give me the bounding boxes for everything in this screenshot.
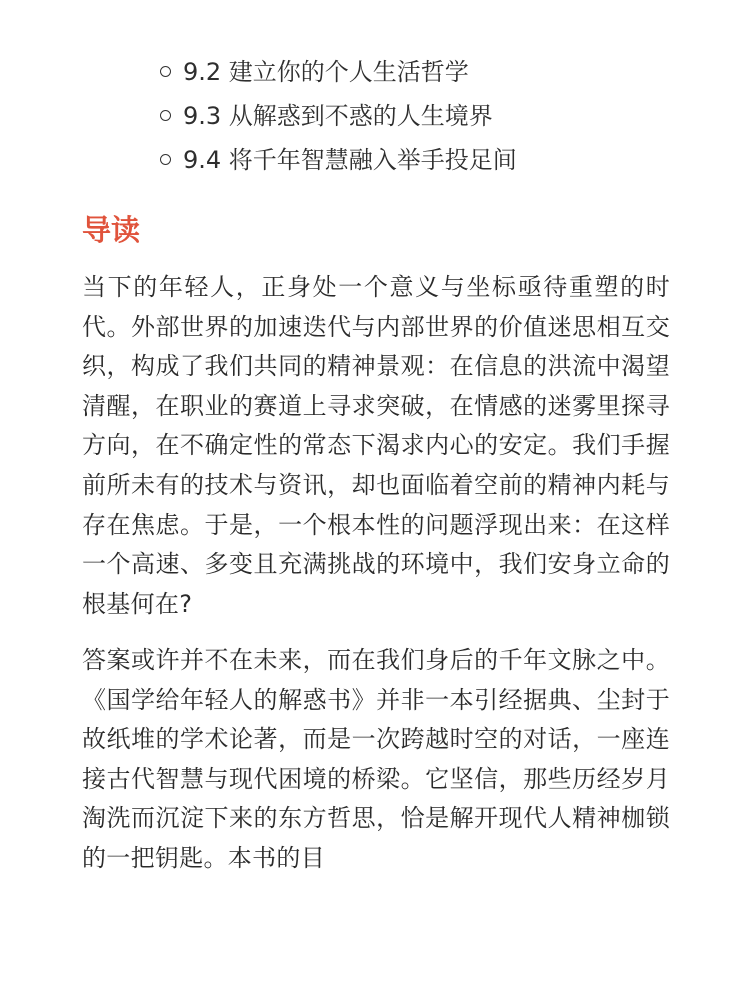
section-heading: 导读 bbox=[82, 213, 141, 247]
toc-item-label: 9.2 建立你的个人生活哲学 bbox=[183, 58, 469, 86]
circle-bullet-icon bbox=[160, 154, 171, 165]
body-paragraph: 当下的年轻人，正身处一个意义与坐标亟待重塑的时代。外部世界的加速迭代与内部世界的价值迷思相互交织，构成了我们共同的精神景观：在信息的洪流中渴望清醒，在职业的赛道上寻求突破，在情感的迷雾里探寻方向，在不确定性的常态下渴求内心的安定。我们手握前所未有的技术与资讯，却也面临着空前的精神内耗与存在焦虑。于是，一个根本性的问题浮现出来：在这样一个高速、多变且充满挑战的环境中，我们安身立命的根基何在? bbox=[82, 273, 670, 618]
toc-sublist bbox=[160, 50, 517, 182]
toc-item[interactable] bbox=[160, 138, 517, 182]
toc-item[interactable] bbox=[160, 50, 517, 94]
circle-bullet-icon bbox=[160, 66, 171, 77]
toc-item-label: 9.4 将千年智慧融入举手投足间 bbox=[183, 146, 517, 174]
toc-item[interactable] bbox=[160, 94, 517, 138]
body-paragraph: 答案或许并不在未来，而在我们身后的千年文脉之中。《国学给年轻人的解惑书》并非一本引经据典、尘封于故纸堆的学术论著，而是一次跨越时空的对话，一座连接古代智慧与现代困境的桥梁。它坚信，那些历经岁月淘洗而沉淀下来的东方哲思，恰是解开现代人精神枷锁的一把钥匙。本书的目 bbox=[82, 646, 670, 872]
circle-bullet-icon bbox=[160, 110, 171, 121]
toc-item-label: 9.3 从解惑到不惑的人生境界 bbox=[183, 102, 493, 130]
